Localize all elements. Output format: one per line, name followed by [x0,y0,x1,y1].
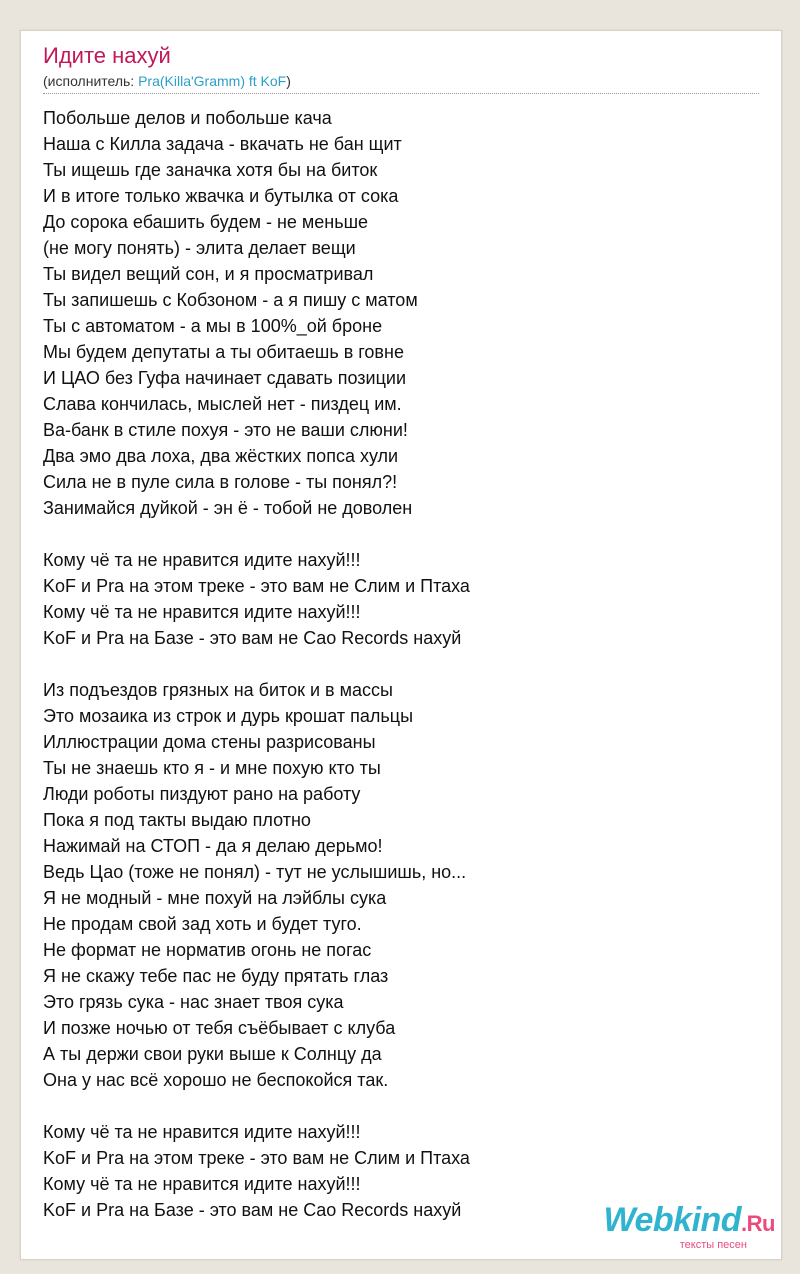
lyric-line: И ЦАО без Гуфа начинает сдавать позиции [43,368,406,388]
lyric-line: Нажимай на СТОП - да я делаю дерьмо! [43,836,383,856]
lyric-line: Кому чё та не нравится идите нахуй!!! [43,1174,361,1194]
artist-suffix: ) [286,73,291,89]
lyric-line: Ты видел вещий сон, и я просматривал [43,264,374,284]
lyric-line: KoF и Pra на этом треке - это вам не Слим и Птаха [43,576,470,596]
lyric-line: Слава кончилась, мыслей нет - пиздец им. [43,394,402,414]
lyric-line: Ты не знаешь кто я - и мне похую кто ты [43,758,381,778]
lyric-line: Из подъездов грязных на биток и в массы [43,680,393,700]
stanza-gap [43,1093,759,1119]
logo-domain: .Ru [741,1211,775,1236]
artist-link[interactable]: Pra(Killa'Gramm) ft KoF [138,73,287,89]
artist-prefix: (исполнитель: [43,73,139,89]
lyric-line: И позже ночью от тебя съёбывает с клуба [43,1018,396,1038]
lyric-line: KoF и Pra на Базе - это вам не Cao Records нахуй [43,1200,462,1220]
lyric-line: До сорока ебашить будем - не меньше [43,212,369,232]
lyric-line: Побольше делов и побольше кача [43,108,332,128]
lyric-line: Иллюстрации дома стены разрисованы [43,732,376,752]
lyric-line: Занимайся дуйкой - эн ё - тобой не доволен [43,498,413,518]
lyric-line: Ведь Цао (тоже не понял) - тут не услышишь, но... [43,862,467,882]
lyric-line: Ты с автоматом - а мы в 100%_ой броне [43,316,383,336]
artist-line [43,73,291,89]
lyric-line: KoF и Pra на этом треке - это вам не Слим и Птаха [43,1148,470,1168]
lyric-line: Кому чё та не нравится идите нахуй!!! [43,602,361,622]
lyric-line: Это грязь сука - нас знает твоя сука [43,992,344,1012]
lyrics-card [20,30,782,1260]
lyric-line: Кому чё та не нравится идите нахуй!!! [43,550,361,570]
lyric-line: Это мозаика из строк и дурь крошат пальцы [43,706,414,726]
lyric-line: Я не скажу тебе пас не буду прятать глаз [43,966,389,986]
lyric-line: Она у нас всё хорошо не беспокойся так. [43,1070,389,1090]
lyric-line: Ты ищешь где заначка хотя бы на биток [43,160,378,180]
lyric-line: И в итоге только жвачка и бутылка от сока [43,186,399,206]
lyric-line: Ва-банк в стиле похуя - это не ваши слюни! [43,420,408,440]
song-title: Идите нахуй [43,43,171,68]
lyric-line: А ты держи свои руки выше к Солнцу да [43,1044,382,1064]
lyric-line: Я не модный - мне похуй на лэйблы сука [43,888,387,908]
lyric-line: Мы будем депутаты а ты обитаешь в говне [43,342,404,362]
lyric-line: Ты запишешь с Кобзоном - а я пишу с матом [43,290,418,310]
stanza-gap [43,521,759,547]
lyric-line: KoF и Pra на Базе - это вам не Cao Records нахуй [43,628,462,648]
site-logo[interactable] [604,1203,776,1251]
lyric-line: Наша с Килла задача - вкачать не бан щит [43,134,402,154]
lyric-line: Не продам свой зад хоть и будет туго. [43,914,362,934]
lyric-line: Пока я под такты выдаю плотно [43,810,311,830]
logo-brand: Webkind [603,1201,742,1239]
lyric-line: Люди роботы пиздуют рано на работу [43,784,361,804]
lyric-line: Кому чё та не нравится идите нахуй!!! [43,1122,361,1142]
lyric-line: Не формат не норматив огонь не погас [43,940,372,960]
lyric-line: Два эмо два лоха, два жёстких попса хули [43,446,399,466]
lyric-line: Сила не в пуле сила в голове - ты понял?! [43,472,398,492]
divider [43,93,759,94]
lyrics-text [43,105,759,1223]
stanza-gap [43,651,759,677]
lyric-line: (не могу понять) - элита делает вещи [43,238,356,258]
logo-tagline: тексты песен [679,1239,747,1251]
